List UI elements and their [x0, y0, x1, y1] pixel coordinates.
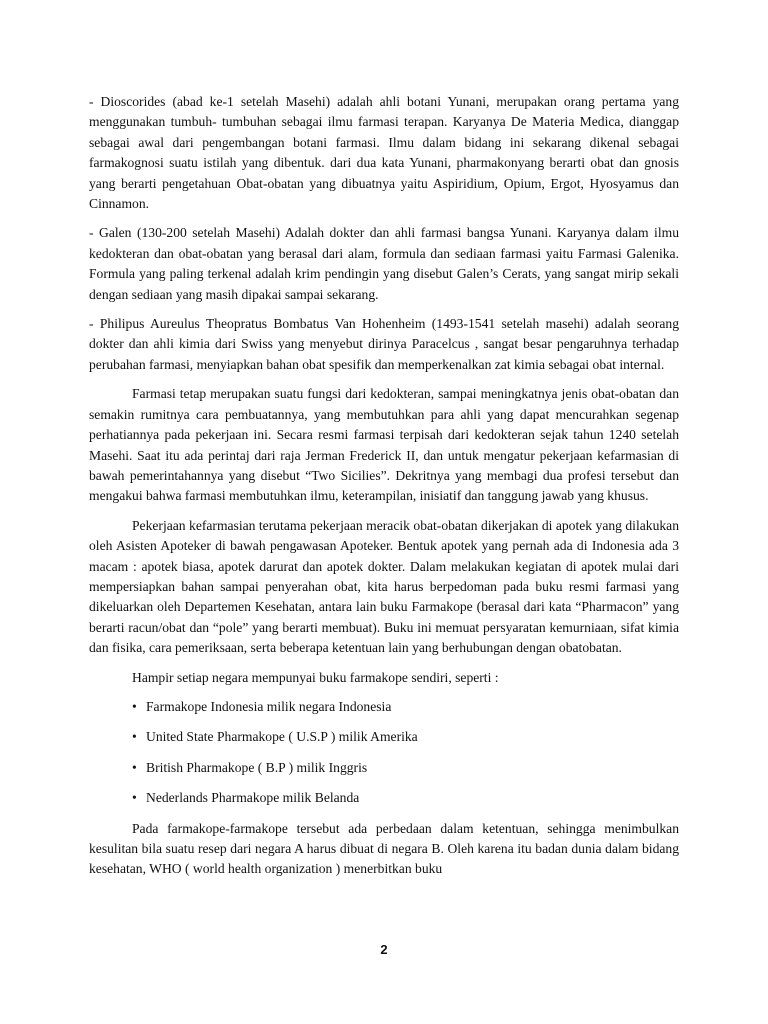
paragraph-closing: Pada farmakope-farmakope tersebut ada perbedaan dalam ketentuan, sehingga menimbulkan kesulitan bila suatu resep dari negara A harus dibuat di negara B. Oleh karena itu badan dunia dalam bidang kesehatan, WHO ( world health organization ) menerbitkan buku: [89, 820, 679, 877]
list-item: [132, 788, 679, 808]
farmakope-list: [89, 697, 679, 809]
list-item-text: Farmakope Indonesia milik negara Indonesia: [146, 698, 392, 714]
document-body: [89, 92, 679, 889]
bullet-icon: •: [132, 790, 137, 806]
paragraph-farmasi-kedokteran: Farmasi tetap merupakan suatu fungsi dari kedokteran, sampai meningkatnya jenis obat-obatan dan semakin rumitnya cara pembuatannya, yang membutuhkan para ahli yang dapat mencurahkan segenap perhatiannya pada pekerjaan ini. Secara resmi farmasi terpisah dari kedokteran sejak tahun 1240 setelah Masehi. Saat itu ada perintaj dari raja Jerman Frederick II, dan untuk mengatur pekerjaan kefarmasian di bawah pemerintahannya yang disebut “Two Sicilies”. Dekritnya yang membagi dua profesi tersebut dan mengakui bahwa farmasi membutuhkan ilmu, keterampilan, inisiatif dan tanggung jawab yang khusus.: [89, 386, 679, 504]
paragraph-paracelsus: - Philipus Aureulus Theopratus Bombatus Van Hohenheim (1493-1541 setelah masehi) adalah seorang dokter dan ahli kimia dari Swiss yang menyebut dirinya Paracelcus , sangat besar pengaruhnya terhadap perubahan farmasi, menyiapkan bahan obat spesifik dan memperkenalkan zat kimia sebagai obat internal.: [89, 316, 679, 372]
list-item-text: British Pharmakope ( B.P ) milik Inggris: [146, 759, 368, 775]
paragraph-pekerjaan-kefarmasian: Pekerjaan kefarmasian terutama pekerjaan meracik obat-obatan dikerjakan di apotek yang dilakukan oleh Asisten Apoteker di bawah pengawasan Apoteker. Bentuk apotek yang pernah ada di Indonesia ada 3 macam : apotek biasa, apotek darurat dan apotek dokter. Dalam melakukan kegiatan di apotek mulai dari mempersiapkan bahan sampai penyerahan obat, kita harus berpedoman pada buku resmi farmasi yang dikeluarkan oleh Departemen Kesehatan, antara lain buku Farmakope (berasal dari kata “Pharmacon” yang berarti racun/obat dan “pole” yang berarti membuat). Buku ini memuat persyaratan kemurniaan, sifat kimia dan fisika, cara pemeriksaan, serta beberapa ketentuan lain yang berhubungan dengan obatobatan.: [89, 517, 679, 656]
page-number: 2: [380, 942, 388, 957]
list-item: [132, 697, 679, 717]
bullet-icon: •: [132, 698, 137, 714]
list-item-text: Nederlands Pharmakope milik Belanda: [146, 790, 360, 806]
paragraph-farmakope-intro: Hampir setiap negara mempunyai buku farmakope sendiri, seperti :: [132, 669, 499, 685]
bullet-icon: •: [132, 759, 137, 775]
list-item: [132, 758, 679, 778]
list-item: [132, 727, 679, 747]
bullet-icon: •: [132, 729, 137, 745]
list-item-text: United State Pharmakope ( U.S.P ) milik Amerika: [146, 729, 418, 745]
paragraph-dioscorides: - Dioscorides (abad ke-1 setelah Masehi) adalah ahli botani Yunani, merupakan orang pertama yang menggunakan tumbuh- tumbuhan sebagai ilmu farmasi terapan. Karyanya De Materia Medica, dianggap sebagai awal dari pengembangan botani farmasi. Ilmu dalam bidang ini sekarang dikenal sebagai farmakognosi suatu istilah yang dibentuk. dari dua kata Yunani, pharmakonyang berarti obat dan gnosis yang berarti pengetahuan Obat-obatan yang dibuatnya yaitu Aspiridium, Opium, Ergot, Hyosyamus dan Cinnamon.: [89, 94, 679, 212]
paragraph-galen: - Galen (130-200 setelah Masehi) Adalah dokter dan ahli farmasi bangsa Yunani. Karyanya dalam ilmu kedokteran dan obat-obatan yang berasal dari alam, formula dan sediaan farmasi yaitu Farmasi Galenika. Formula yang paling terkenal adalah krim pendingin yang disebut Galen’s Cerats, yang sangat mirip sekali dengan sediaan yang masih dipakai sampai sekarang.: [89, 225, 679, 302]
